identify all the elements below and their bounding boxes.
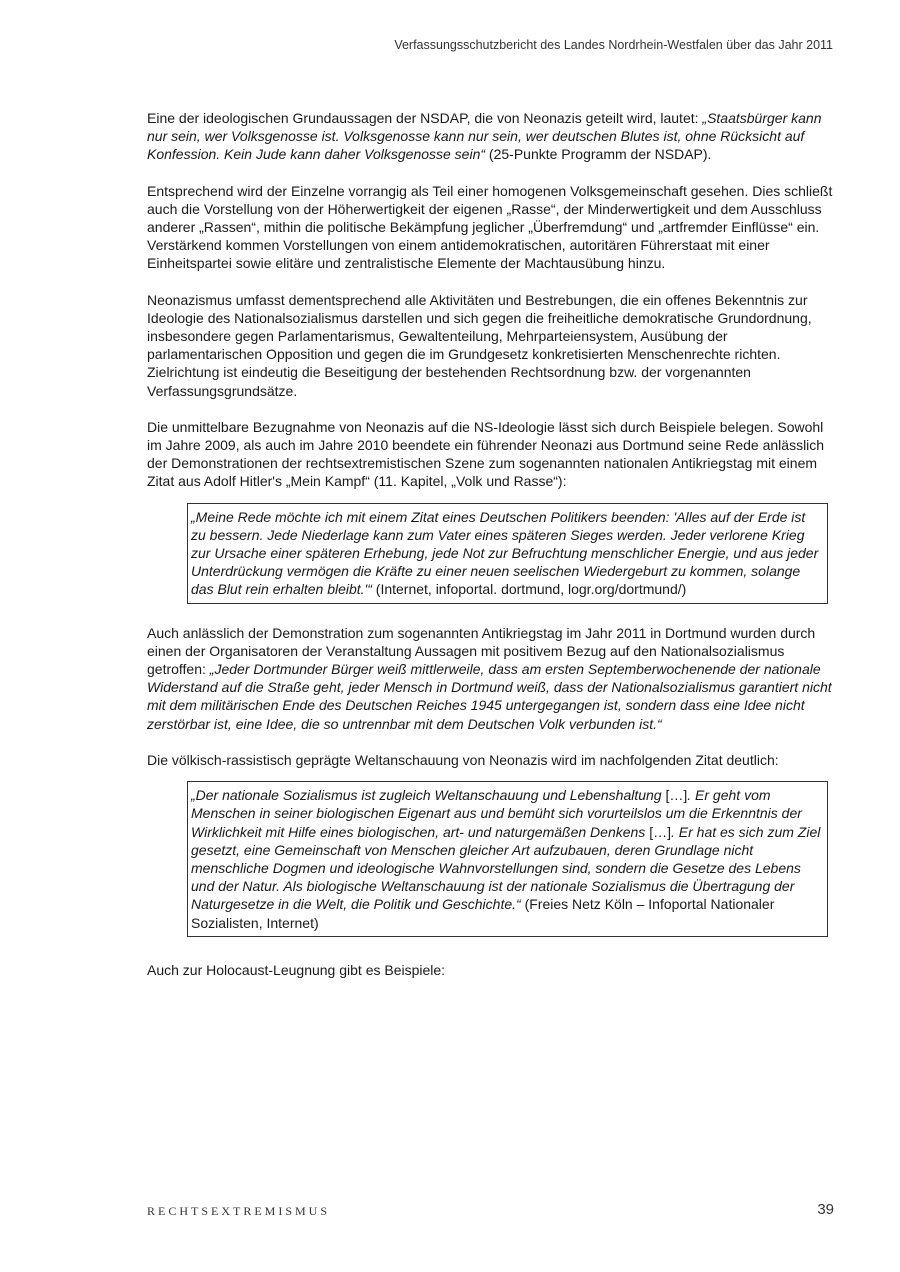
paragraph-volksgemeinschaft: Entsprechend wird der Einzelne vorrangig als Teil einer homogenen Volksgemeinschaft gesehen. Dies schließt auch die Vorstellung von der Höherwertigkeit der eigenen „Rasse“, der Minderwertigkeit und dem Ausschluss anderer „Rassen“, mithin die politische Bekämpfung jeglicher „Überfremdung“ und „artfremder Einflüsse“ ein. Verstärkend kommen Vorstellungen von einem antidemokratischen, autoritären Führerstaat mit einer Einheitspartei sowie elitäre und zentralistische Elemente der Machtausübung hinzu.: [147, 182, 833, 272]
ellipsis: […]: [649, 823, 671, 840]
footer-section-title: RECHTSEXTREMISMUS: [147, 1204, 331, 1218]
quote-box-freies-netz: [187, 781, 828, 937]
text: Auch anlässlich der Demonstration zum sogenannten Antikriegstag im Jahr 2011 in Dortmund wurden durch einen der Organisatoren der Veranstaltung Aussagen mit positivem Bezug auf den Nationalsozialismus getroffen:: [147, 624, 816, 678]
ellipsis: […]: [665, 787, 688, 804]
paragraph-weltanschauung: Die völkisch-rassistisch geprägte Weltanschauung von Neonazis wird im nachfolgenden Zitat deutlich:: [147, 751, 779, 768]
page-number: 39: [817, 1201, 834, 1218]
quote-text: . Er geht vom Menschen in seiner biologischen Eigenart aus und bemüht sich vorurteilslos um die Erkenntnis der Wirklichkeit mit Hilfe eines biologischen, art- und naturgemäßen Denkens: [191, 787, 802, 840]
paragraph-bezugnahme: Die unmittelbare Bezugnahme von Neonazis auf die NS-Ideologie lässt sich durch Beispiele belegen. Sowohl im Jahre 2009, als auch im Jahre 2010 beendete ein führender Neonazi aus Dortmund seine Rede anlässlich der Demonstrationen der rechtsextremistischen Szene zum sogenannten nationalen Antikriegstag mit einem Zitat aus Adolf Hitler's „Mein Kampf“ (11. Kapitel, „Volk und Rasse“):: [147, 418, 825, 490]
quote-text: . Er hat es sich zum Ziel gesetzt, eine Gemeinschaft von Menschen gleicher Art aufzubauen, deren Grundlage nicht menschliche Dogmen und ideologische Wahnvorstellungen sind, sondern die Gesetze des Lebens und der Natur. Als biologische Weltanschauung ist der nationale Sozialismus die Übertragung der Naturgesetze in die Welt, die Politik und Geschichte.“: [191, 823, 821, 913]
quote-text: „Meine Rede möchte ich mit einem Zitat eines Deutschen Politikers beenden: 'Alles auf der Erde ist zu bessern. Jede Niederlage kann zum Vater eines späteren Sieges werden. Jeder verlorene Krieg zur Ursache einer späteren Erhebung, jede Not zur Befruchtung menschlicher Energie, und aus jeder Unterdrückung vermögen die Kräfte zu einer neuen seelischen Wiedergeburt zu kommen, solange das Blut rein erhalten bleibt.'“: [191, 508, 819, 598]
paragraph-neonazismus-definition: Neonazismus umfasst dementsprechend alle Aktivitäten und Bestrebungen, die ein offenes Bekenntnis zur Ideologie des Nationalsozialismus darstellen und sich gegen die freiheitliche demokratische Grundordnung, insbesondere gegen Parlamentarismus, Gewaltenteilung, Mehrparteiensystem, Ausübung der parlamentarischen Opposition und gegen die im Grundgesetz konkretisierten Menschenrechte richten. Zielrichtung ist eindeutig die Beseitigung der bestehenden Rechtsordnung bzw. der vorgenannten Verfassungsgrundsätze.: [147, 291, 812, 399]
quote-source: (Freies Netz Köln – Infoportal Nationaler Sozialisten, Internet): [191, 896, 775, 931]
text: Eine der ideologischen Grundaussagen der NSDAP, die von Neonazis geteilt wird, lautet:: [147, 110, 703, 126]
quote-inline: „Staatsbürger kann nur sein, wer Volksgenosse ist. Volksgenosse kann nur sein, wer deutschen Blutes ist, ohne Rücksicht auf Konfession. Kein Jude kann daher Volksgenosse sein“: [147, 110, 822, 163]
running-header: Verfassungsschutzbericht des Landes Nordrhein-Westfalen über das Jahr 2011: [394, 38, 833, 52]
paragraph-nsdap-program: [147, 109, 833, 164]
quote-inline: „Jeder Dortmunder Bürger weiß mittlerweile, dass am ersten Septemberwochenende der nationale Widerstand auf die Straße geht, jeder Mensch in Dortmund weiß, dass der Nationalsozialismus garantiert nicht mit dem militärischen Ende des Deutschen Reiches 1945 untergegangen ist, sondern dass eine Idee nicht zerstörbar ist, eine Idee, die so untrennbar mit dem Deutschen Volk verbunden ist.“: [147, 661, 832, 732]
page-body: [147, 109, 833, 997]
quote-source: (Internet, infoportal. dortmund, logr.org/dortmund/): [371, 581, 687, 598]
text: (25-Punkte Programm der NSDAP).: [485, 146, 712, 163]
quote-text: „Der nationale Sozialismus ist zugleich Weltanschauung und Lebenshaltung: [191, 787, 666, 804]
paragraph-holocaust-leugnung: Auch zur Holocaust-Leugnung gibt es Beispiele:: [147, 961, 446, 978]
paragraph-antikriegstag-2011: [147, 624, 833, 733]
quote-box-mein-kampf: [187, 503, 828, 604]
